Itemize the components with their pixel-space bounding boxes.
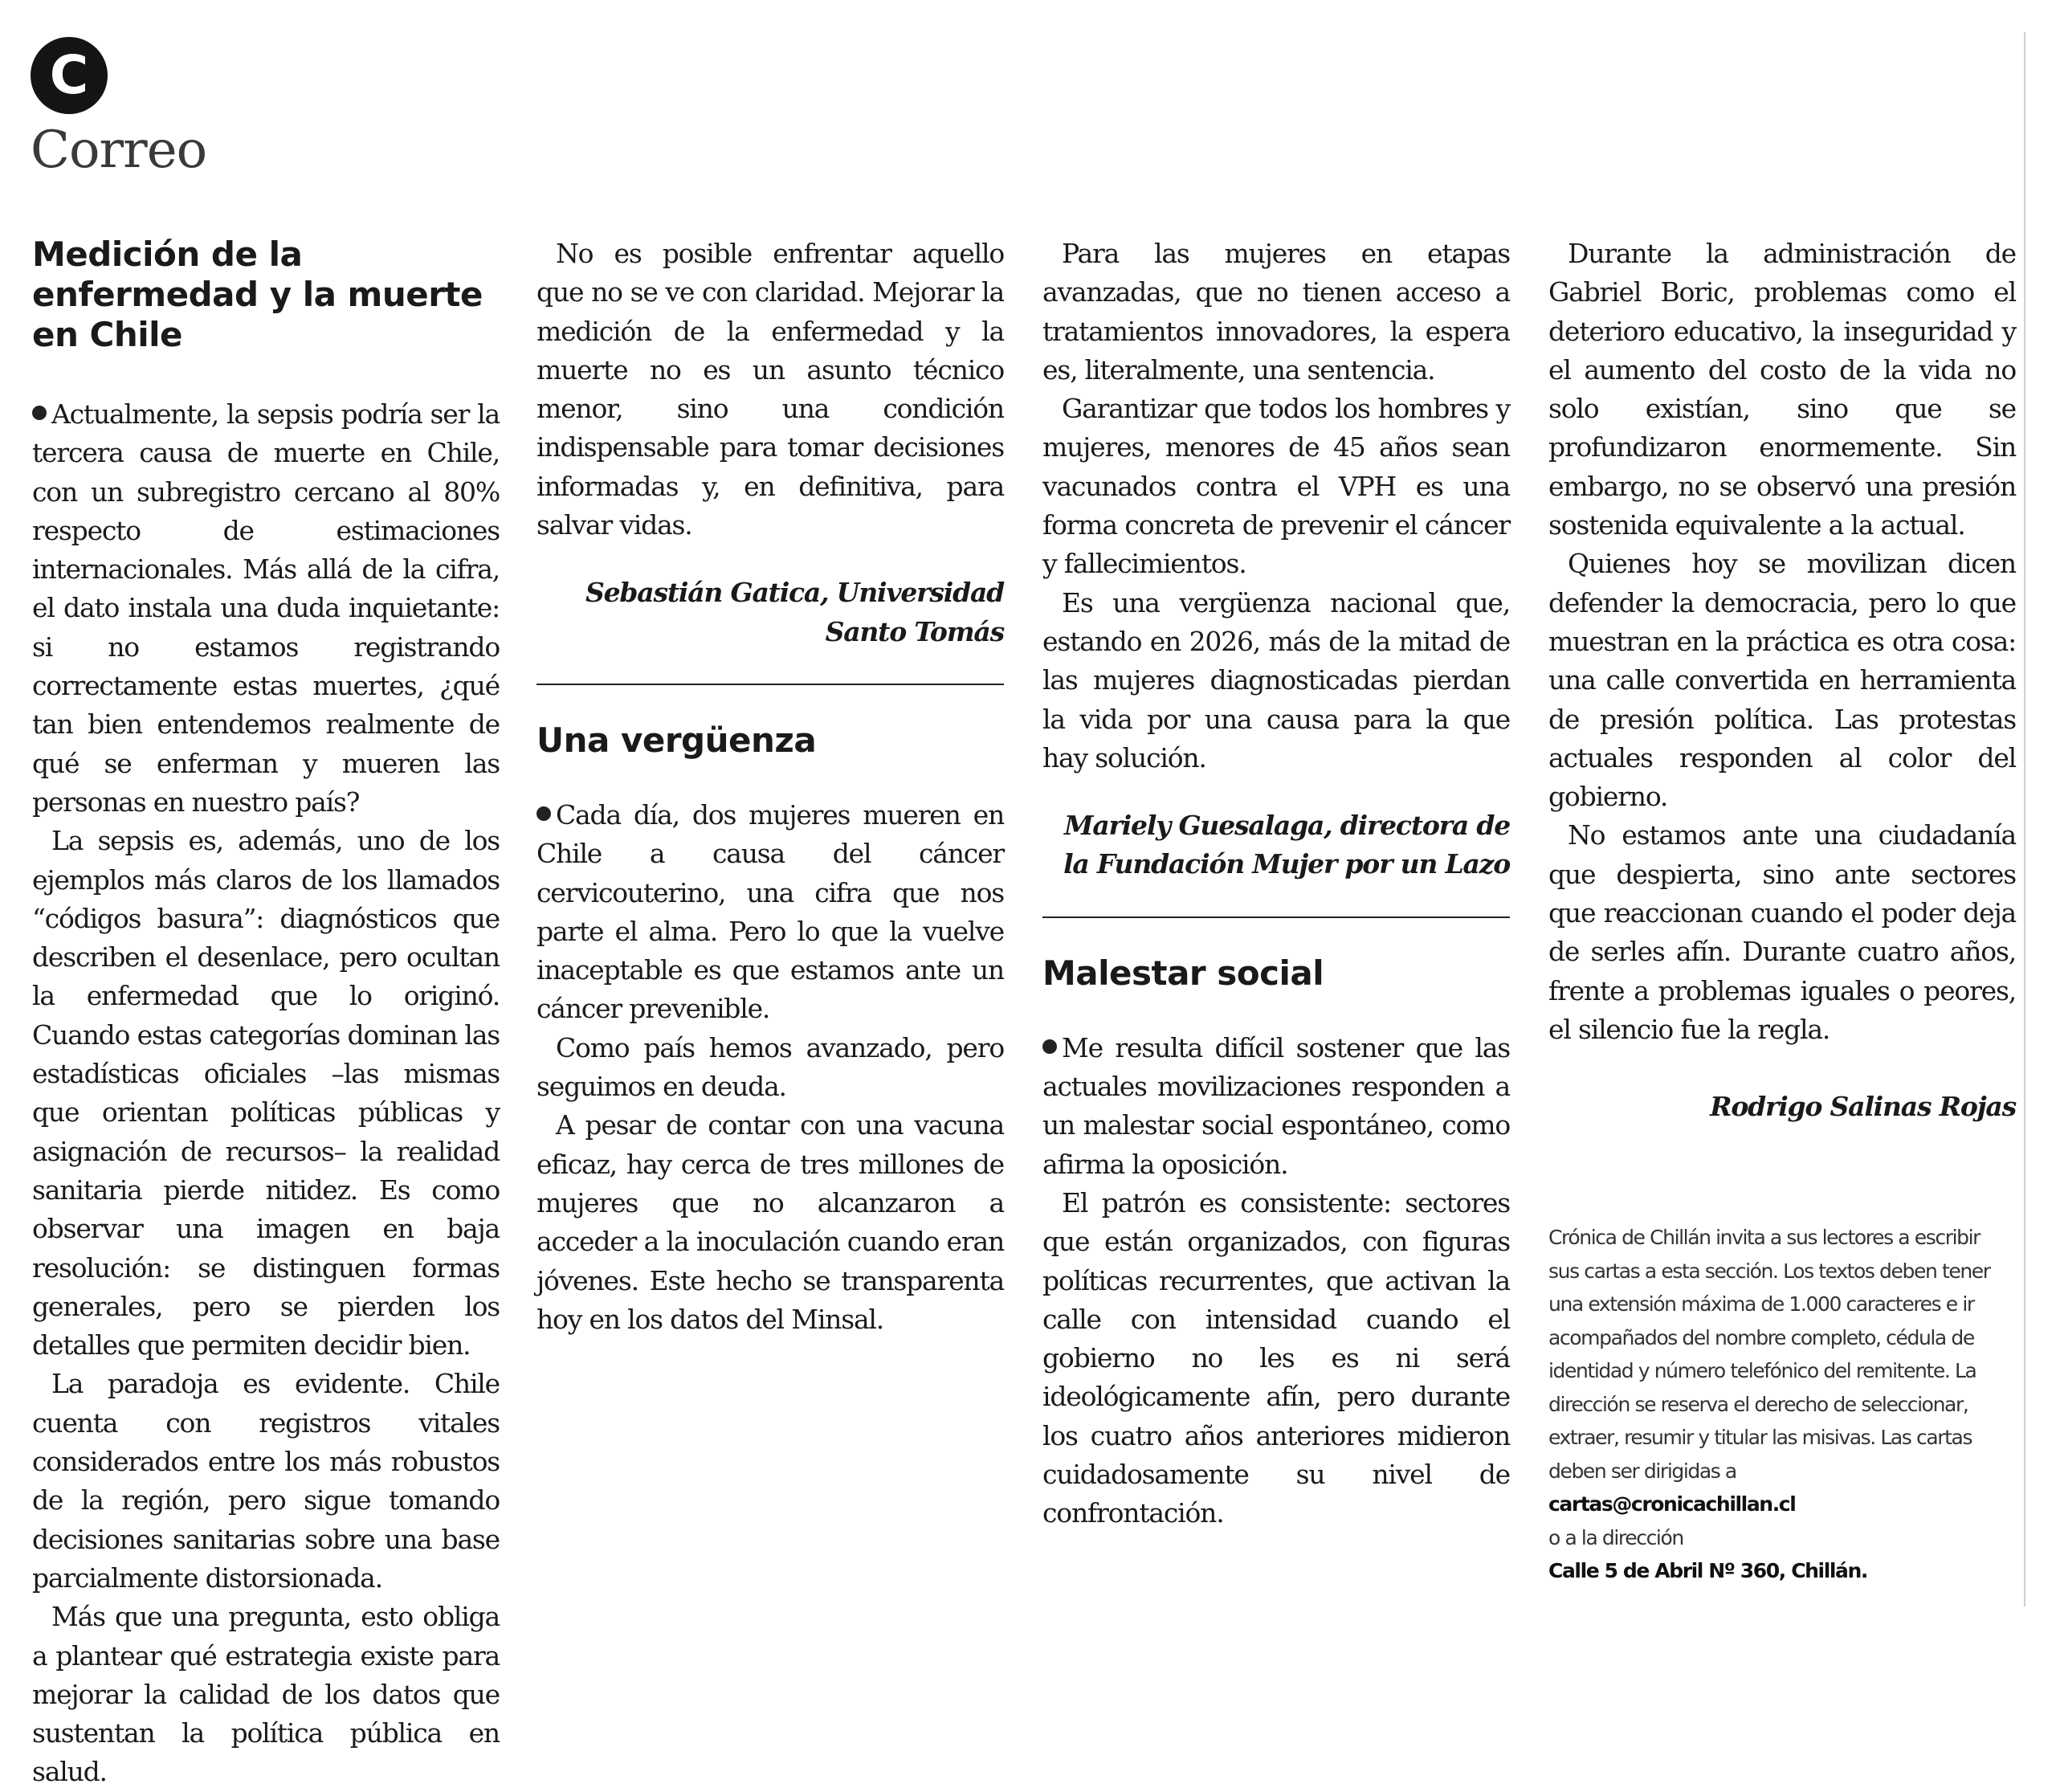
page-edge-divider — [2024, 32, 2025, 1606]
submission-note-text: Crónica de Chillán invita a sus lectores a escribir sus cartas a esta sección. Los textos deben tener una extensión máxima de 1.000 caracteres e ir acompañados del nombre completo, cédula de identidad y número telefónico del remitente. La dirección se reserva el derecho de seleccionar, extraer, resumir y titular las misivas. Las cartas deben ser dirigidas a — [1548, 1226, 1990, 1483]
letter-3-headline: Malestar social — [1042, 953, 1324, 993]
section-title: Correo — [31, 120, 207, 180]
letter-1-paragraph: Actualmente, la sepsis podría ser la tercera causa de muerte en Chile, con un subregistro cercano al 80% respecto de estimaciones internacionales. Más allá de la cifra, el dato instala una duda inquietante: si no estamos registrando correctamente estas muertes, ¿qué tan bien entendemos realmente de qué se enferman y mueren las personas en nuestro país? — [32, 398, 500, 818]
column-4 — [1548, 235, 2016, 1127]
letter-1-paragraph: No es posible enfrentar aquello que no se ve con claridad. Mejorar la medición de la enfermedad y la muerte no es un asunto técnico menor, sino una condición indispensable para tomar decisiones informadas y, en definitiva, para salvar vidas. — [536, 238, 1004, 541]
letter-3-paragraph: Me resulta difícil sostener que las actuales movilizaciones responden a un malestar social espontáneo, como afirma la oposición. — [1042, 1031, 1510, 1180]
letter-1-headline: Medición de la enfermedad y la muerte en Chile — [32, 235, 483, 354]
letter-2-headline: Una vergüenza — [536, 720, 817, 760]
bullet-icon — [536, 806, 551, 821]
letter-2-paragraph: Como país hemos avanzado, pero seguimos en deuda. — [536, 1031, 1004, 1103]
submission-note — [1548, 1221, 1998, 1588]
letter-2-signature: Mariely Guesalaga, directora de la Fundación Mujer por un Lazo — [1063, 810, 1510, 880]
letter-3-paragraph: Durante la administración de Gabriel Boric, problemas como el deterioro educativo, la inseguridad y el aumento del costo de la vida no solo existían, sino que se profundizaron enormemente. Sin embargo, no se observó una presión sostenida equivalente a la actual. — [1548, 238, 2016, 541]
letter-divider — [1042, 916, 1510, 918]
column-2 — [536, 235, 1004, 1339]
bullet-icon — [32, 406, 47, 420]
column-3 — [1042, 235, 1510, 1533]
section-logo: C — [31, 37, 108, 114]
bullet-icon — [1042, 1039, 1057, 1054]
letter-3-signature: Rodrigo Salinas Rojas — [1710, 1091, 2016, 1123]
letter-2-paragraph: Para las mujeres en etapas avanzadas, que no tienen acceso a tratamientos innovadores, la espera es, literalmente, una sentencia. — [1042, 238, 1510, 386]
letter-2-paragraph: Cada día, dos mujeres mueren en Chile a causa del cáncer cervicouterino, una cifra que nos parte el alma. Pero lo que la vuelve inaceptable es que estamos ante un cáncer prevenible. — [536, 798, 1004, 1025]
letter-1-signature: Sebastián Gatica, Universidad Santo Tomás — [585, 577, 1004, 647]
letter-3-paragraph: Quienes hoy se movilizan dicen defender la democracia, pero lo que muestran en la práctica es otra cosa: una calle convertida en herramienta de presión política. Las protestas actuales responden al color del gobierno. — [1548, 548, 2016, 813]
letter-3-paragraph: El patrón es consistente: sectores que están organizados, con figuras políticas recurrentes, que activan la calle con intensidad cuando el gobierno no les es ni será ideológicamente afín, pero durante los cuatro años anteriores midieron cuidadosamente su nivel de confrontación. — [1042, 1186, 1510, 1529]
column-1 — [32, 235, 500, 1792]
letter-1-paragraph: Más que una pregunta, esto obliga a plantear qué estrategia existe para mejorar la calidad de los datos que sustentan la política pública en salud. — [32, 1601, 500, 1788]
letter-2-paragraph: Es una vergüenza nacional que, estando en 2026, más de la mitad de las mujeres diagnosticadas pierdan la vida por una causa para la que hay solución. — [1042, 586, 1510, 774]
submission-email: cartas@cronicachillan.cl — [1548, 1492, 1796, 1516]
letter-3-paragraph: No estamos ante una ciudadanía que despierta, sino ante sectores que reaccionan cuando el poder deja de serles afín. Durante cuatro años, frente a problemas iguales o peores, el silencio fue la regla. — [1548, 819, 2016, 1045]
letter-1-paragraph: La paradoja es evidente. Chile cuenta con registros vitales considerados entre los más robustos de la región, pero sigue tomando decisiones sanitarias sobre una base parcialmente distorsionada. — [32, 1368, 500, 1594]
submission-address: Calle 5 de Abril Nº 360, Chillán. — [1548, 1559, 1868, 1582]
letter-1-paragraph: La sepsis es, además, uno de los ejemplos más claros de los llamados “códigos basura”: diagnósticos que describen el desenlace, pero ocultan la enfermedad que lo originó. Cuando estas categorías dominan las estadísticas oficiales –las mismas que orientan políticas públicas y asignación de recursos– la realidad sanitaria pierde nitidez. Es como observar una imagen en baja resolución: se distinguen formas generales, pero se pierden los detalles que permiten decidir bien. — [32, 825, 500, 1361]
submission-or-address: o a la dirección — [1548, 1525, 1683, 1549]
letter-2-paragraph: Garantizar que todos los hombres y mujeres, menores de 45 años sean vacunados contra el VPH es una forma concreta de prevenir el cáncer y fallecimientos. — [1042, 393, 1510, 580]
letter-2-paragraph: A pesar de contar con una vacuna eficaz, hay cerca de tres millones de mujeres que no alcanzaron a acceder a la inoculación cuando eran jóvenes. Este hecho se transparenta hoy en los datos del Minsal. — [536, 1109, 1004, 1335]
letter-divider — [536, 684, 1004, 685]
